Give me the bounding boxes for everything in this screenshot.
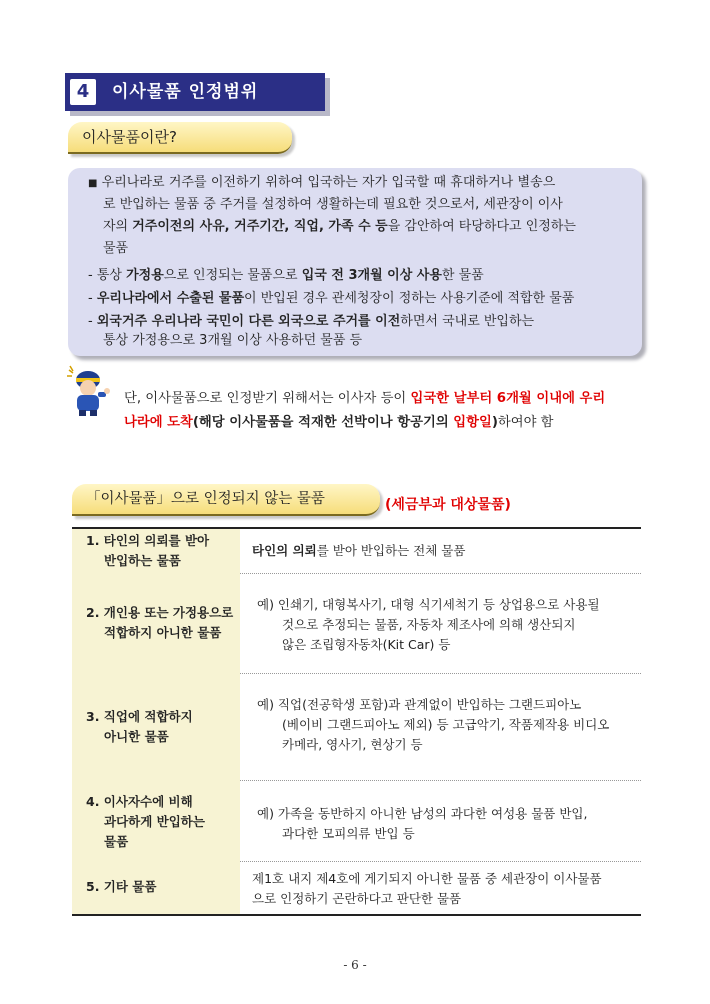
table-row <box>72 529 641 574</box>
excluded-tag: (세금부과 대상물품) <box>385 497 511 513</box>
definition-heading: 이사물품이란? <box>68 122 292 154</box>
definition-line-1 <box>88 172 555 195</box>
note-deadline: 입국한 날부터 6개월 이내에 우리 <box>410 391 606 406</box>
definition-item-3-cont: 통상 가정용으로 3개월 이상 사용하던 물품 등 <box>103 333 363 348</box>
table-row <box>72 673 641 781</box>
section-number: 4 <box>70 79 96 105</box>
customs-officer-mascot-icon <box>64 364 110 418</box>
definition-item-3: - 외국거주 우리나라 국민이 다른 외국으로 주거를 이전하면서 국내로 반입하는 <box>88 314 535 329</box>
section-title: 이사물품 인정범위 <box>112 82 259 102</box>
table-description: 제1호 내지 제4호에 게기되지 아니한 물품 중 세관장이 이사물품 으로 인정하기 곤란하다고 판단한 물품 <box>252 871 602 906</box>
definition-text: 우리나라로 거주를 이전하기 위하여 입국하는 자가 입국할 때 휴대하거나 별송으 <box>101 175 556 190</box>
table-category: 3. 직업에 적합하지 아니한 물품 <box>86 709 193 744</box>
definition-bold-criteria: 거주이전의 사유, 거주기간, 직업, 가족 수 등 <box>132 219 388 234</box>
definition-line-4: 물품 <box>103 241 129 256</box>
definition-line-3: 자의 거주이전의 사유, 거주기간, 직업, 가족 수 등을 감안하여 타당하다고 인정하는 <box>103 219 576 234</box>
table-description: 예) 인쇄기, 대형복사기, 대형 식기세척기 등 상업용으로 사용될 것으로 추정되는 물품, 자동차 제조사에 의해 생산되지 않은 조립형자동차(Kit Car) 등 <box>257 597 600 652</box>
table-category: 1. 타인의 의뢰를 받아 반입하는 물품 <box>86 533 210 568</box>
table-description: 타인의 의뢰를 받아 반입하는 전체 물품 <box>252 543 466 558</box>
table-row <box>72 573 641 674</box>
table-description: 예) 가족을 동반하지 아니한 남성의 과다한 여성용 물품 반입, 과다한 모피의류 반입 등 <box>257 806 588 841</box>
note-line-2: 나라에 도착(해당 이사물품을 적재한 선박이나 항공기의 입항일)하여야 함 <box>124 415 554 430</box>
definition-item-1: - 통상 가정용으로 인정되는 물품으로 입국 전 3개월 이상 사용한 물품 <box>88 268 484 283</box>
definition-item-2: - 우리나라에서 수출된 물품이 반입된 경우 관세청장이 정하는 사용기준에 적합한 물품 <box>88 291 575 306</box>
table-bottom-border <box>72 914 641 916</box>
page-number: - 6 - <box>343 958 367 972</box>
bullet-square-icon: ■ <box>88 178 98 189</box>
note-line-1: 단, 이사물품으로 인정받기 위해서는 이사자 등이 입국한 날부터 6개월 이내에 우리 <box>124 391 606 406</box>
definition-line-2: 로 반입하는 물품 중 주거를 설정하여 생활하는데 필요한 것으로서, 세관장이 이사 <box>103 197 563 212</box>
table-category: 2. 개인용 또는 가정용으로 적합하지 아니한 물품 <box>86 605 234 640</box>
table-row <box>72 861 641 914</box>
table-description: 예) 직업(전공학생 포함)과 관계없이 반입하는 그랜드피아노 (베이비 그랜드피아노 제외) 등 고급악기, 작품제작용 비디오 카메라, 영사기, 현상기 등 <box>257 697 610 752</box>
table-category: 5. 기타 물품 <box>86 879 157 894</box>
excluded-heading: 「이사물품」으로 인정되지 않는 물품 <box>72 484 380 516</box>
table-category: 4. 이사자수에 비해 과다하게 반입하는 물품 <box>86 794 205 849</box>
table-row <box>72 780 641 862</box>
